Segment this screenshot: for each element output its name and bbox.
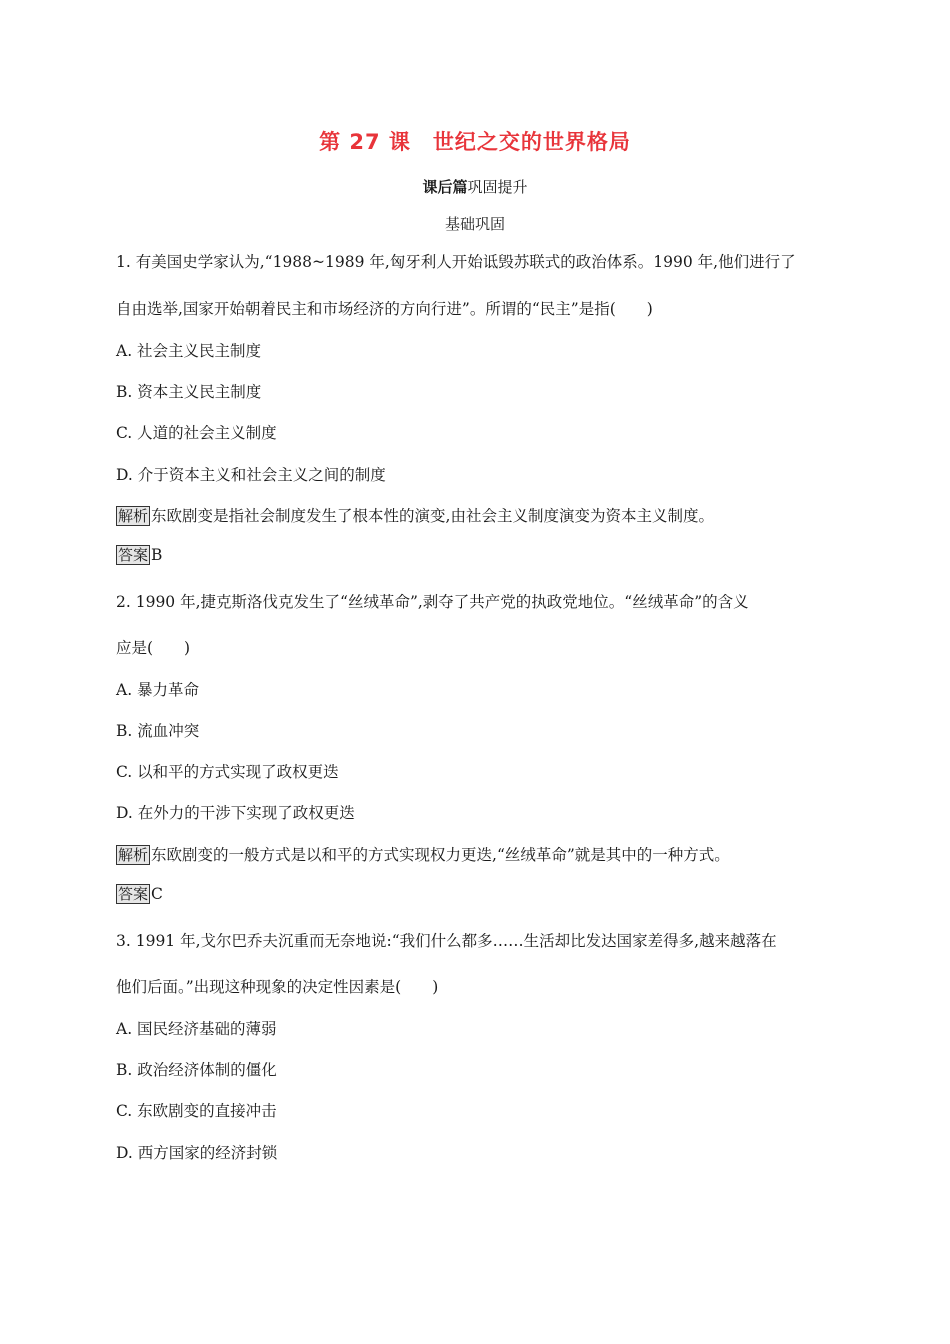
subtitle-bold: 课后篇 xyxy=(422,178,468,196)
lesson-subtitle xyxy=(0,176,950,197)
question-1-stem-line-2: 自由选举,国家开始朝着民主和市场经济的方向行进”。所谓的“民主”是指( ) xyxy=(116,300,653,318)
question-2-option-b: B. 流血冲突 xyxy=(116,722,200,740)
question-1-option-d: D. 介于资本主义和社会主义之间的制度 xyxy=(116,466,386,484)
question-1-option-b: B. 资本主义民主制度 xyxy=(116,383,262,401)
question-2-option-a: A. 暴力革命 xyxy=(116,681,200,699)
answer-tag: 答案 xyxy=(118,546,149,564)
question-1-analysis-text: 东欧剧变是指社会制度发生了根本性的演变,由社会主义制度演变为资本主义制度。 xyxy=(151,507,714,525)
answer-tag: 答案 xyxy=(118,885,149,903)
question-3-stem-line-1: 3. 1991 年,戈尔巴乔夫沉重而无奈地说:“我们什么都多……生活却比发达国家差得多,越来越落在 xyxy=(116,932,777,950)
section-heading: 基础巩固 xyxy=(444,215,505,233)
question-2-option-d: D. 在外力的干涉下实现了政权更迭 xyxy=(116,804,355,822)
question-2-stem-line-2: 应是( ) xyxy=(116,639,191,657)
question-1-option-c: C. 人道的社会主义制度 xyxy=(116,424,277,442)
question-3-option-a: A. 国民经济基础的薄弱 xyxy=(116,1020,277,1038)
analysis-tag: 解析 xyxy=(118,846,149,864)
question-2-answer xyxy=(116,884,163,904)
question-1-option-a: A. 社会主义民主制度 xyxy=(116,342,262,360)
question-3-option-b: B. 政治经济体制的僵化 xyxy=(116,1061,277,1079)
question-2-analysis xyxy=(116,843,730,865)
question-1-analysis xyxy=(116,504,714,526)
subtitle-rest: 巩固提升 xyxy=(467,178,528,196)
lesson-title: 第 27 课 世纪之交的世界格局 xyxy=(319,130,631,154)
analysis-tag: 解析 xyxy=(118,507,149,525)
question-2-option-c: C. 以和平的方式实现了政权更迭 xyxy=(116,763,339,781)
question-1-answer xyxy=(116,545,162,565)
question-2-answer-value: C xyxy=(151,885,163,903)
question-2-analysis-text: 东欧剧变的一般方式是以和平的方式实现权力更迭,“丝绒革命”就是其中的一种方式。 xyxy=(151,846,730,864)
question-1-stem-line-1: 1. 有美国史学家认为,“1988~1989 年,匈牙利人开始诋毁苏联式的政治体系。1990 年,他们进行了 xyxy=(116,253,796,271)
question-3-option-d: D. 西方国家的经济封锁 xyxy=(116,1144,278,1162)
question-3-stem-line-2: 他们后面。”出现这种现象的决定性因素是( ) xyxy=(116,978,439,996)
question-3-option-c: C. 东欧剧变的直接冲击 xyxy=(116,1102,277,1120)
question-2-stem-line-1: 2. 1990 年,捷克斯洛伐克发生了“丝绒革命”,剥夺了共产党的执政党地位。“丝绒革命”的含义 xyxy=(116,593,749,611)
question-1-answer-value: B xyxy=(151,546,163,564)
